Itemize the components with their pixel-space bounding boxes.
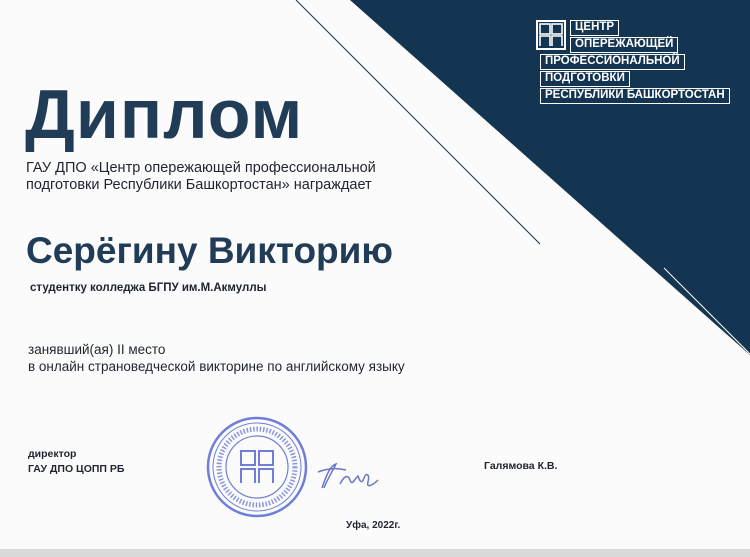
signer-name: Галямова К.В. — [484, 460, 558, 472]
achievement-line-2: в онлайн страноведческой викторине по английскому языку — [28, 359, 405, 374]
director-line-2: ГАУ ДПО ЦОПП РБ — [28, 463, 125, 475]
place-and-year: Уфа, 2022г. — [346, 520, 401, 531]
page-bottom-edge — [0, 549, 750, 557]
signature-icon — [316, 458, 382, 494]
achievement-line-1: занявший(ая) II место — [28, 342, 166, 357]
director-line-1: директор — [28, 448, 77, 460]
director-title — [28, 447, 124, 477]
logo-line-4: ПОДГОТОВКИ — [540, 71, 630, 87]
recipient-description: студентку колледжа БГПУ им.М.Акмуллы — [30, 282, 267, 294]
logo-line-5: РЕСПУБЛИКИ БАШКОРТОСТАН — [540, 88, 730, 104]
round-stamp-icon — [205, 415, 309, 519]
org-line-1: ГАУ ДПО «Центр опережающей профессиональной — [26, 160, 376, 176]
org-line-2: подготовки Республики Башкортостан» награждает — [26, 177, 372, 193]
logo-line-3: ПРОФЕССИОНАЛЬНОЙ — [540, 54, 685, 70]
recipient-name: Серёгину Викторию — [26, 230, 394, 271]
logo-line-1: ЦЕНТР — [570, 20, 619, 36]
achievement-text — [28, 341, 405, 375]
logo-line-2: ОПЕРЕЖАЮЩЕЙ — [570, 37, 678, 53]
logo-mark-icon — [536, 20, 566, 50]
awarding-organization — [26, 160, 486, 194]
diploma-title: Диплом — [25, 75, 304, 153]
